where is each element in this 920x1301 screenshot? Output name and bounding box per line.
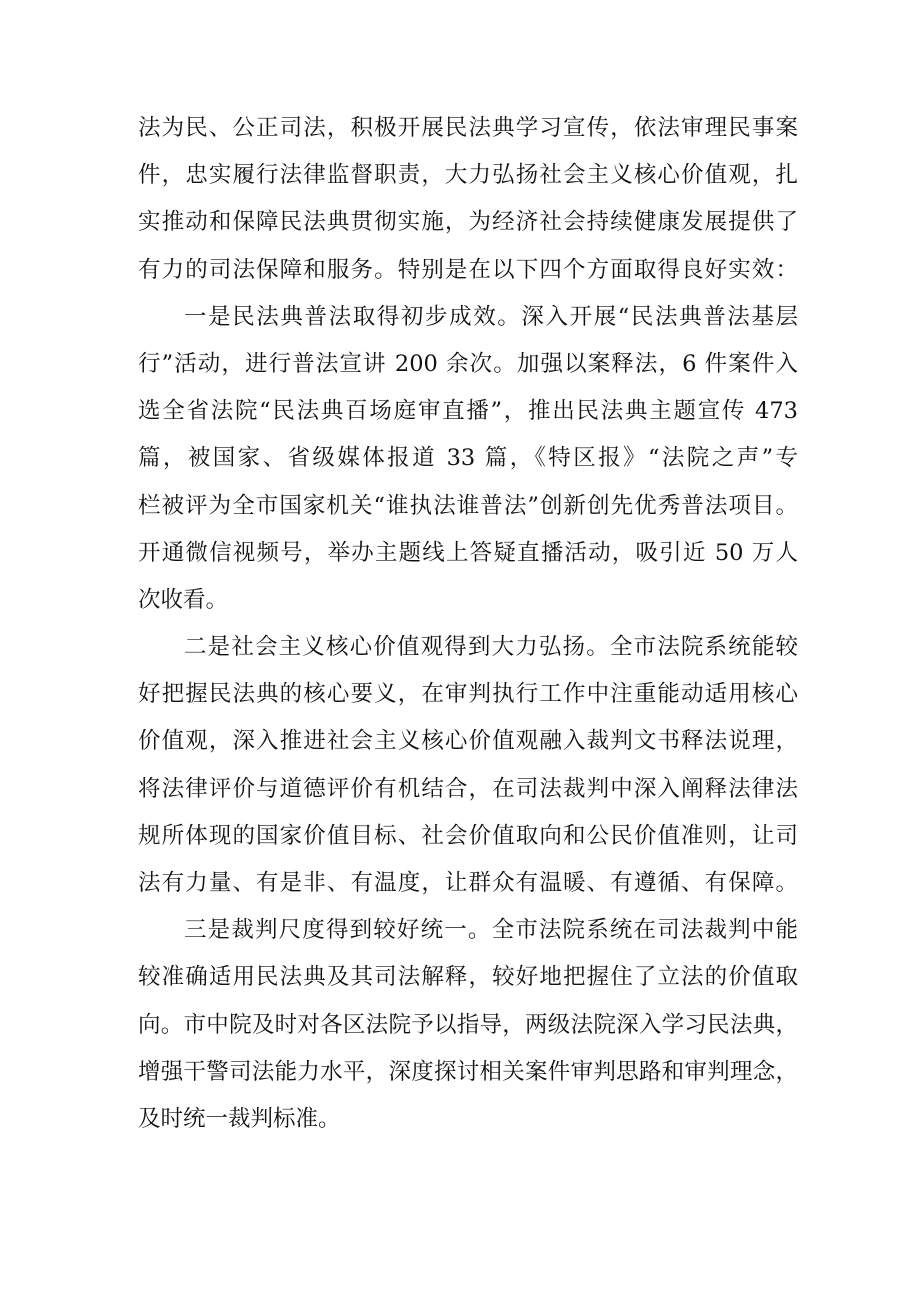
text-line: 开通微信视频号，举办主题线上答疑直播活动，吸引近 50 万人: [138, 539, 798, 566]
text-line: 价值观，深入推进社会主义核心价值观融入裁判文书释法说理，: [138, 728, 798, 755]
paragraph-point-three: [138, 907, 798, 1143]
paragraph-point-one: [138, 294, 798, 624]
text-line: 较准确适用民法典及其司法解释，较好地把握住了立法的价值取: [138, 964, 798, 991]
text-line: 三是裁判尺度得到较好统一。全市法院系统在司法裁判中能: [184, 917, 798, 944]
text-line: 篇，被国家、省级媒体报道 33 篇，《特区报》“法院之声”专: [138, 445, 798, 472]
text-line: 增强干警司法能力水平，深度探讨相关案件审判思路和审判理念，: [138, 1058, 798, 1085]
text-line: 及时统一裁判标准。: [138, 1105, 341, 1132]
text-line: 栏被评为全市国家机关“谁执法谁普法”创新创先优秀普法项目。: [138, 492, 798, 519]
text-line: 行”活动，进行普法宣讲 200 余次。加强以案释法，6 件案件入: [138, 350, 798, 377]
text-line: 有力的司法保障和服务。特别是在以下四个方面取得良好实效：: [138, 256, 798, 283]
text-line: 选全省法院“民法典百场庭审直播”，推出民法典主题宣传 473: [138, 398, 798, 425]
paragraph-intro-continuation: [138, 105, 798, 294]
paragraph-point-two: [138, 624, 798, 907]
text-line: 法为民、公正司法，积极开展民法典学习宣传，依法审理民事案: [138, 115, 798, 141]
document-body: [138, 105, 798, 1143]
text-line: 实推动和保障民法典贯彻实施，为经济社会持续健康发展提供了: [138, 209, 798, 236]
text-line: 件，忠实履行法律监督职责，大力弘扬社会主义核心价值观，扎: [138, 162, 798, 189]
text-line: 向。市中院及时对各区法院予以指导，两级法院深入学习民法典，: [138, 1011, 798, 1038]
text-line: 规所体现的国家价值目标、社会价值取向和公民价值准则，让司: [138, 822, 798, 849]
text-line: 将法律评价与道德评价有机结合，在司法裁判中深入阐释法律法: [138, 775, 798, 802]
text-line: 好把握民法典的核心要义，在审判执行工作中注重能动适用核心: [138, 681, 798, 708]
text-line: 二是社会主义核心价值观得到大力弘扬。全市法院系统能较: [184, 634, 798, 661]
text-line: 次收看。: [138, 586, 229, 613]
text-line: 法有力量、有是非、有温度，让群众有温暖、有遵循、有保障。: [138, 870, 798, 896]
text-line: 一是民法典普法取得初步成效。深入开展“民法典普法基层: [184, 303, 798, 330]
